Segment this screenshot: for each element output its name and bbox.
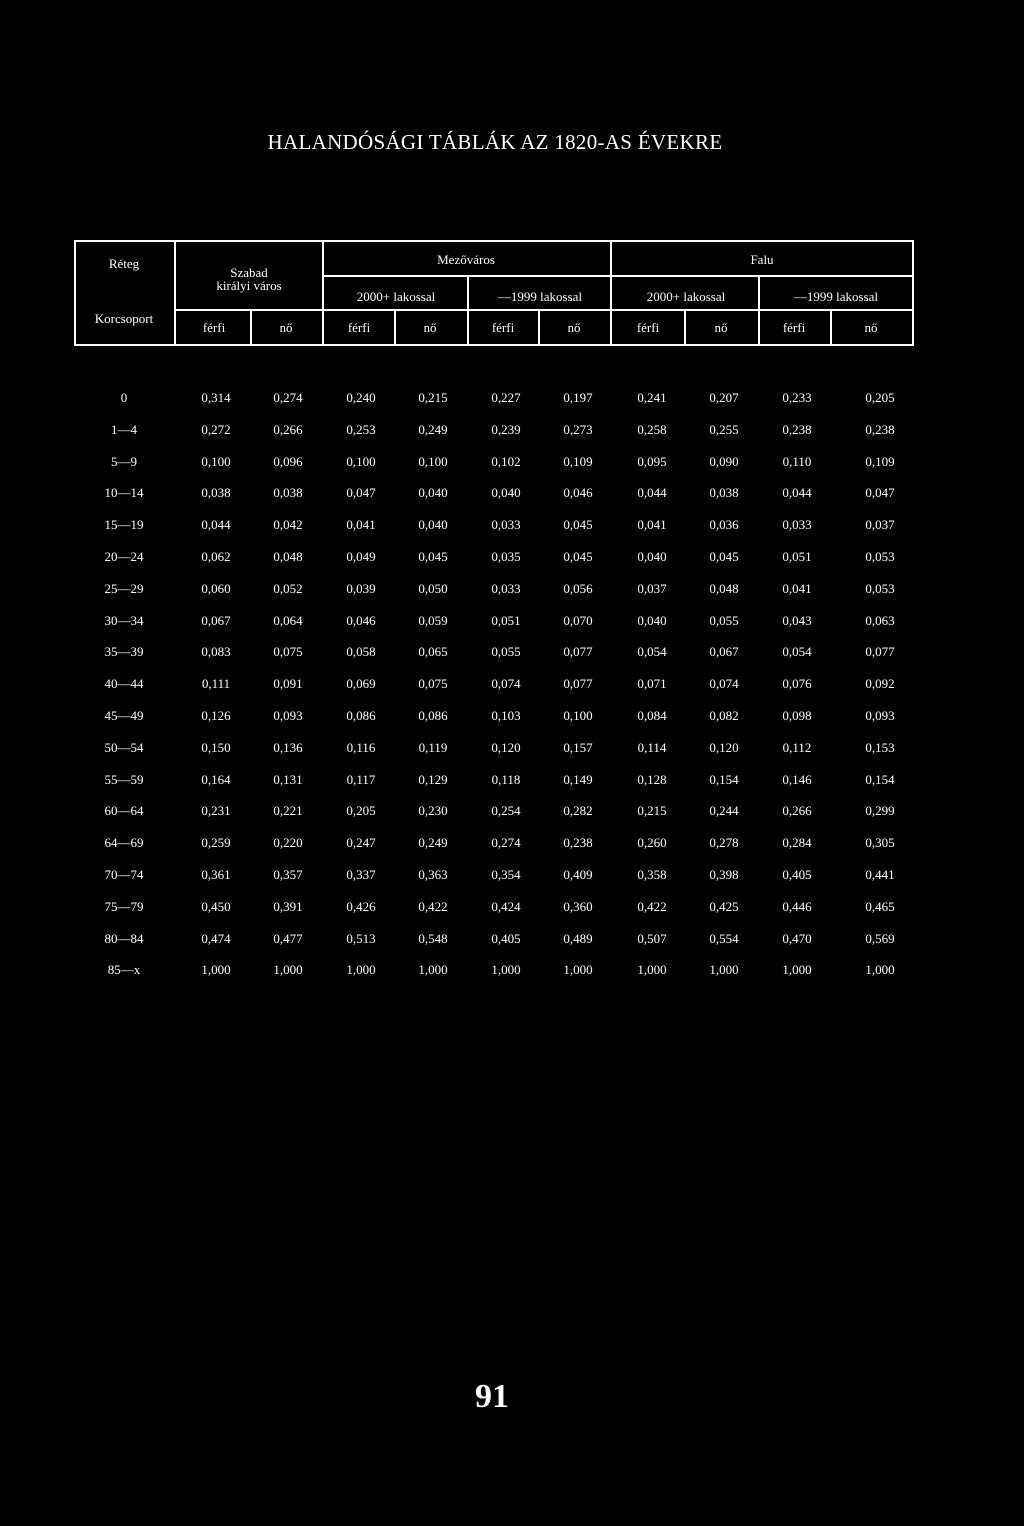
value-cell: 0,059 [418,612,448,628]
value-cell: 0,067 [709,644,739,660]
value-cell: 0,036 [709,517,739,533]
value-cell: 0,260 [637,835,667,851]
value-cell: 0,038 [273,485,303,501]
value-cell: 0,046 [346,612,376,628]
value-cell: 0,109 [563,453,593,469]
value-cell: 1,000 [709,962,739,978]
value-cell: 0,054 [637,644,667,660]
header-divider [174,240,176,346]
value-cell: 0,465 [865,898,895,914]
header-falu-1999: —1999 lakossal [793,289,879,304]
value-cell: 0,274 [273,390,303,405]
value-cell: 0,266 [782,803,812,819]
value-cell: 0,093 [273,708,303,723]
value-cell: 0,299 [865,803,895,819]
value-cell: 0,114 [637,739,667,755]
value-cell: 0,548 [418,930,448,946]
value-cell: 0,253 [346,421,376,437]
value-cell: 0,038 [201,485,231,501]
value-cell: 0,150 [201,739,231,755]
value-cell: 0,075 [273,644,303,660]
value-cell: 0,128 [637,771,667,787]
value-cell: 1,000 [563,962,593,978]
value-cell: 0,363 [418,867,448,882]
value-cell: 0,305 [865,835,895,851]
value-cell: 0,358 [637,867,667,882]
value-cell: 0,239 [491,421,521,437]
value-cell: 0,569 [865,930,895,946]
value-cell: 0,033 [491,517,521,533]
value-cell: 0,040 [418,485,448,501]
value-cell: 0,244 [709,803,739,819]
age-group-cell: 30—34 [104,612,144,628]
value-cell: 0,361 [201,867,231,882]
header-divider [538,310,540,346]
value-cell: 0,112 [782,739,812,755]
header-divider [684,310,686,346]
age-group-cell: 45—49 [104,708,144,723]
age-group-cell: 40—44 [104,676,144,692]
value-cell: 0,048 [709,580,739,596]
value-cell: 0,065 [418,644,448,660]
value-cell: 0,040 [491,485,521,501]
value-cell: 0,337 [346,867,376,882]
value-cell: 0,045 [709,549,739,564]
value-cell: 0,047 [346,485,376,501]
value-cell: 0,273 [563,421,593,437]
value-cell: 0,055 [709,612,739,628]
value-cell: 0,205 [346,803,376,819]
value-cell: 0,100 [418,453,448,469]
value-cell: 0,360 [563,898,593,914]
header-border-left [74,240,76,346]
value-cell: 0,314 [201,390,231,405]
value-cell: 0,238 [563,835,593,851]
value-cell: 0,052 [273,580,303,596]
value-cell: 0,164 [201,771,231,787]
value-cell: 0,053 [865,580,895,596]
value-cell: 0,074 [709,676,739,692]
value-cell: 0,131 [273,771,303,787]
age-group-cell: 5—9 [111,453,137,469]
header-divider [394,310,396,346]
value-cell: 0,391 [273,898,303,914]
header-falu-2000: 2000+ lakossal [646,289,726,304]
value-cell: 0,086 [346,708,376,723]
value-cell: 0,044 [201,517,231,533]
value-cell: 0,037 [865,517,895,533]
value-cell: 0,103 [491,708,521,723]
value-cell: 0,116 [346,739,376,755]
age-group-cell: 50—54 [104,739,144,755]
value-cell: 0,053 [865,549,895,564]
value-cell: 0,405 [782,867,812,882]
value-cell: 0,220 [273,835,303,851]
value-cell: 0,221 [273,803,303,819]
age-group-cell: 35—39 [104,644,144,660]
value-cell: 0,095 [637,453,667,469]
value-cell: 0,046 [563,485,593,501]
value-cell: 0,231 [201,803,231,819]
header-falu: Falu [750,252,774,267]
value-cell: 0,096 [273,453,303,469]
value-cell: 0,035 [491,549,521,564]
value-cell: 0,070 [563,612,593,628]
age-group-cell: 10—14 [104,485,144,501]
value-cell: 0,038 [709,485,739,501]
value-cell: 0,084 [637,708,667,723]
age-group-cell: 85—x [107,962,141,978]
value-cell: 0,100 [563,708,593,723]
header-ferfi: férfi [782,320,806,335]
value-cell: 0,554 [709,930,739,946]
value-cell: 0,247 [346,835,376,851]
value-cell: 0,233 [782,390,812,405]
value-cell: 0,119 [418,739,448,755]
value-cell: 0,044 [782,485,812,501]
value-cell: 0,076 [782,676,812,692]
value-cell: 0,238 [782,421,812,437]
value-cell: 0,051 [491,612,521,628]
age-group-cell: 60—64 [104,803,144,819]
age-group-cell: 75—79 [104,898,144,914]
header-divider [322,275,914,277]
header-reteg: Réteg [108,256,140,271]
value-cell: 0,069 [346,676,376,692]
value-cell: 0,254 [491,803,521,819]
value-cell: 0,477 [273,930,303,946]
header-divider [610,240,612,346]
value-cell: 1,000 [865,962,895,978]
value-cell: 0,197 [563,390,593,405]
header-border-right [912,240,914,346]
value-cell: 0,060 [201,580,231,596]
value-cell: 0,157 [563,739,593,755]
value-cell: 1,000 [491,962,521,978]
value-cell: 0,075 [418,676,448,692]
value-cell: 0,136 [273,739,303,755]
value-cell: 0,077 [563,644,593,660]
header-no: nő [567,320,581,335]
value-cell: 0,146 [782,771,812,787]
header-divider [322,240,324,346]
value-cell: 0,446 [782,898,812,914]
header-divider [250,310,252,346]
value-cell: 0,255 [709,421,739,437]
value-cell: 0,110 [782,453,812,469]
age-group-cell: 1—4 [111,421,137,437]
value-cell: 0,049 [346,549,376,564]
value-cell: 0,111 [201,676,231,692]
value-cell: 0,120 [709,739,739,755]
value-cell: 0,100 [346,453,376,469]
value-cell: 0,040 [637,612,667,628]
value-cell: 0,077 [563,676,593,692]
value-cell: 0,040 [418,517,448,533]
header-no: nő [714,320,728,335]
value-cell: 0,044 [637,485,667,501]
header-ferfi: férfi [202,320,226,335]
value-cell: 0,272 [201,421,231,437]
value-cell: 0,037 [637,580,667,596]
value-cell: 1,000 [637,962,667,978]
value-cell: 0,154 [865,771,895,787]
header-divider [758,276,760,346]
value-cell: 0,215 [418,390,448,405]
header-szabad-kiralyi-varos: Szabad királyi város [216,265,282,293]
value-cell: 0,043 [782,612,812,628]
value-cell: 0,278 [709,835,739,851]
value-cell: 0,120 [491,739,521,755]
value-cell: 0,474 [201,930,231,946]
value-cell: 0,230 [418,803,448,819]
value-cell: 0,207 [709,390,739,405]
header-no: nő [423,320,437,335]
age-group-cell: 64—69 [104,835,144,851]
value-cell: 0,064 [273,612,303,628]
value-cell: 0,045 [563,549,593,564]
age-group-cell: 80—84 [104,930,144,946]
value-cell: 0,098 [782,708,812,723]
header-ferfi: férfi [491,320,515,335]
value-cell: 1,000 [418,962,448,978]
value-cell: 0,091 [273,676,303,692]
value-cell: 1,000 [346,962,376,978]
value-cell: 0,470 [782,930,812,946]
value-cell: 0,067 [201,612,231,628]
header-divider [174,309,914,311]
value-cell: 0,083 [201,644,231,660]
value-cell: 0,045 [418,549,448,564]
value-cell: 0,062 [201,549,231,564]
value-cell: 0,398 [709,867,739,882]
value-cell: 0,086 [418,708,448,723]
value-cell: 0,205 [865,390,895,405]
value-cell: 0,093 [865,708,895,723]
value-cell: 0,058 [346,644,376,660]
header-mezovaros-2000: 2000+ lakossal [356,289,436,304]
value-cell: 0,051 [782,549,812,564]
value-cell: 0,507 [637,930,667,946]
age-group-cell: 15—19 [104,517,144,533]
value-cell: 0,045 [563,517,593,533]
header-no: nő [864,320,878,335]
value-cell: 0,241 [637,390,667,405]
header-mezovaros: Mezőváros [437,252,495,267]
value-cell: 0,109 [865,453,895,469]
value-cell: 1,000 [273,962,303,978]
value-cell: 0,063 [865,612,895,628]
value-cell: 0,227 [491,390,521,405]
value-cell: 0,117 [346,771,376,787]
value-cell: 0,118 [491,771,521,787]
header-divider [830,310,832,346]
value-cell: 0,282 [563,803,593,819]
value-cell: 0,154 [709,771,739,787]
value-cell: 0,405 [491,930,521,946]
value-cell: 0,090 [709,453,739,469]
value-cell: 0,409 [563,867,593,882]
value-cell: 0,424 [491,898,521,914]
value-cell: 0,153 [865,739,895,755]
value-cell: 0,041 [637,517,667,533]
page-number: 91 [475,1378,509,1415]
value-cell: 0,126 [201,708,231,723]
age-group-cell: 55—59 [104,771,144,787]
age-group-cell: 70—74 [104,867,144,882]
header-no: nő [279,320,293,335]
value-cell: 0,055 [491,644,521,660]
value-cell: 0,422 [418,898,448,914]
header-ferfi: férfi [347,320,371,335]
value-cell: 0,238 [865,421,895,437]
value-cell: 0,074 [491,676,521,692]
value-cell: 0,039 [346,580,376,596]
value-cell: 0,042 [273,517,303,533]
page-title: HALANDÓSÁGI TÁBLÁK AZ 1820-AS ÉVEKRE [267,130,723,154]
value-cell: 0,513 [346,930,376,946]
value-cell: 0,422 [637,898,667,914]
header-border-bottom [74,344,914,346]
value-cell: 0,071 [637,676,667,692]
header-korcsoport: Korcsoport [94,311,154,326]
value-cell: 0,050 [418,580,448,596]
value-cell: 0,041 [782,580,812,596]
value-cell: 0,102 [491,453,521,469]
value-cell: 0,489 [563,930,593,946]
value-cell: 0,259 [201,835,231,851]
header-ferfi: férfi [636,320,660,335]
value-cell: 0,054 [782,644,812,660]
value-cell: 1,000 [782,962,812,978]
age-group-cell: 25—29 [104,580,144,596]
value-cell: 0,092 [865,676,895,692]
value-cell: 0,240 [346,390,376,405]
value-cell: 0,033 [491,580,521,596]
age-group-cell: 20—24 [104,549,144,564]
value-cell: 0,040 [637,549,667,564]
value-cell: 0,048 [273,549,303,564]
value-cell: 0,450 [201,898,231,914]
value-cell: 0,047 [865,485,895,501]
value-cell: 0,100 [201,453,231,469]
value-cell: 0,041 [346,517,376,533]
value-cell: 1,000 [201,962,231,978]
table-header [74,240,914,346]
value-cell: 0,077 [865,644,895,660]
value-cell: 0,357 [273,867,303,882]
value-cell: 0,266 [273,421,303,437]
value-cell: 0,215 [637,803,667,819]
age-group-cell: 0 [120,390,128,405]
value-cell: 0,426 [346,898,376,914]
value-cell: 0,056 [563,580,593,596]
header-border-top [74,240,914,242]
value-cell: 0,149 [563,771,593,787]
value-cell: 0,284 [782,835,812,851]
header-mezovaros-1999: —1999 lakossal [497,289,583,304]
header-divider [467,276,469,346]
value-cell: 0,425 [709,898,739,914]
value-cell: 0,033 [782,517,812,533]
value-cell: 0,249 [418,835,448,851]
value-cell: 0,441 [865,867,895,882]
value-cell: 0,249 [418,421,448,437]
value-cell: 0,082 [709,708,739,723]
value-cell: 0,129 [418,771,448,787]
value-cell: 0,274 [491,835,521,851]
value-cell: 0,258 [637,421,667,437]
value-cell: 0,354 [491,867,521,882]
